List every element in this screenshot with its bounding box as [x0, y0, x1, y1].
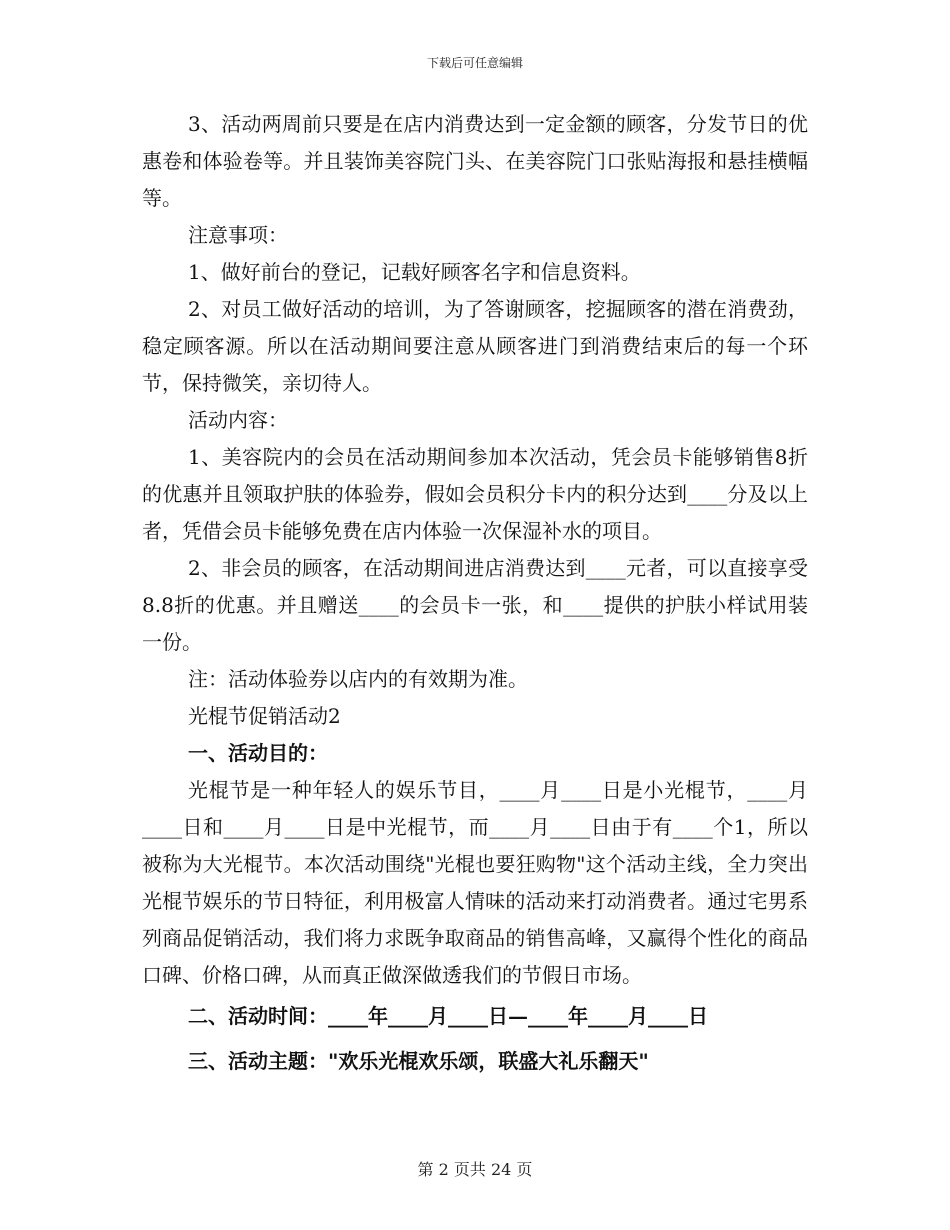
- purpose-paragraph: 光棍节是一种年轻人的娱乐节目，____月____日是小光棍节，____月____日和____月____日是中光棍节，而____月____日由于有____个1，所以被称为大光棍节。本次活动围绕"光棍也要狂购物"这个活动主线，全力突出光棍节娱乐的节日特征，利用极富人情味的活动来打动消费者。通过宅男系列商品促销活动，我们将力求既争取商品的销售高峰，又赢得个性化的商品口碑、价格口碑，从而真正做深做透我们的节假日市场。: [142, 778, 808, 987]
- page-footer: 第 2 页共 24 页: [417, 1160, 533, 1179]
- note-item-1: 1、做好前台的登记，记载好顾客名字和信息资料。: [188, 260, 641, 284]
- note-validity: 注：活动体验券以店内的有效期为准。: [188, 667, 528, 691]
- paragraph-item3-decoration: 3、活动两周前只要是在店内消费达到一定金额的顾客，分发节日的优惠卷和体验卷等。并且装饰美容院门头、在美容院门口张贴海报和悬挂横幅等。: [142, 112, 808, 210]
- note-item-2: 2、对员工做好活动的培训，为了答谢顾客，挖掘顾客的潜在消费劲，稳定顾客源。所以在活动期间要注意从顾客进门到消费结束后的每一个环节，保持微笑，亲切待人。: [142, 297, 808, 395]
- section-title: 光棍节促销活动2: [188, 704, 341, 728]
- document-body: [142, 106, 808, 1084]
- heading-notes: 注意事项：: [188, 223, 288, 247]
- content-item-1: 1、美容院内的会员在活动期间参加本次活动，凭会员卡能够销售8折的优惠并且领取护肤的体验券，假如会员积分卡内的积分达到____分及以上者，凭借会员卡能够免费在店内体验一次保湿补水的项目。: [142, 445, 808, 543]
- heading-time: 二、活动时间：____年____月____日—____年____月____日: [188, 1004, 708, 1028]
- heading-purpose: 一、活动目的：: [188, 741, 328, 765]
- heading-activity-content: 活动内容：: [188, 408, 288, 432]
- page-header: 下载后可任意编辑: [426, 56, 523, 70]
- content-item-2: 2、非会员的顾客，在活动期间进店消费达到____元者，可以直接享受8.8折的优惠。并且赠送____的会员卡一张，和____提供的护肤小样试用装一份。: [142, 556, 808, 654]
- heading-theme: 三、活动主题："欢乐光棍欢乐颂，联盛大礼乐翻天": [188, 1049, 649, 1073]
